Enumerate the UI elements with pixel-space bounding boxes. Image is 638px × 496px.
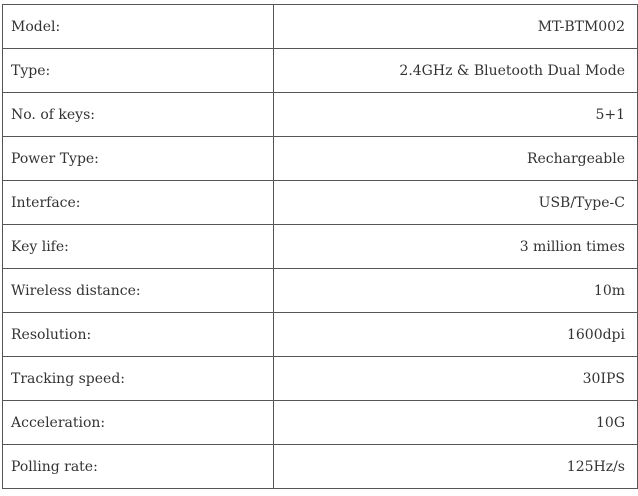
spec-value: 2.4GHz & Bluetooth Dual Mode	[274, 49, 638, 93]
spec-table	[2, 4, 638, 489]
spec-value: 1600dpi	[274, 313, 638, 357]
spec-label: No. of keys:	[3, 93, 274, 137]
table-row	[3, 313, 638, 357]
spec-value: 10m	[274, 269, 638, 313]
spec-label: Wireless distance:	[3, 269, 274, 313]
spec-label: Model:	[3, 5, 274, 49]
spec-label: Power Type:	[3, 137, 274, 181]
spec-label: Resolution:	[3, 313, 274, 357]
spec-value: MT-BTM002	[274, 5, 638, 49]
spec-value: 10G	[274, 401, 638, 445]
spec-value: Rechargeable	[274, 137, 638, 181]
table-row	[3, 269, 638, 313]
table-row	[3, 181, 638, 225]
table-row	[3, 49, 638, 93]
spec-value: 125Hz/s	[274, 445, 638, 489]
spec-value: 30IPS	[274, 357, 638, 401]
spec-value: USB/Type-C	[274, 181, 638, 225]
table-row	[3, 5, 638, 49]
table-row	[3, 137, 638, 181]
spec-label: Acceleration:	[3, 401, 274, 445]
table-row	[3, 93, 638, 137]
spec-label: Type:	[3, 49, 274, 93]
table-row	[3, 225, 638, 269]
spec-label: Tracking speed:	[3, 357, 274, 401]
table-row	[3, 445, 638, 489]
spec-value: 5+1	[274, 93, 638, 137]
spec-value: 3 million times	[274, 225, 638, 269]
spec-label: Interface:	[3, 181, 274, 225]
spec-table-body	[3, 5, 638, 489]
table-row	[3, 357, 638, 401]
table-row	[3, 401, 638, 445]
spec-label: Key life:	[3, 225, 274, 269]
spec-label: Polling rate:	[3, 445, 274, 489]
